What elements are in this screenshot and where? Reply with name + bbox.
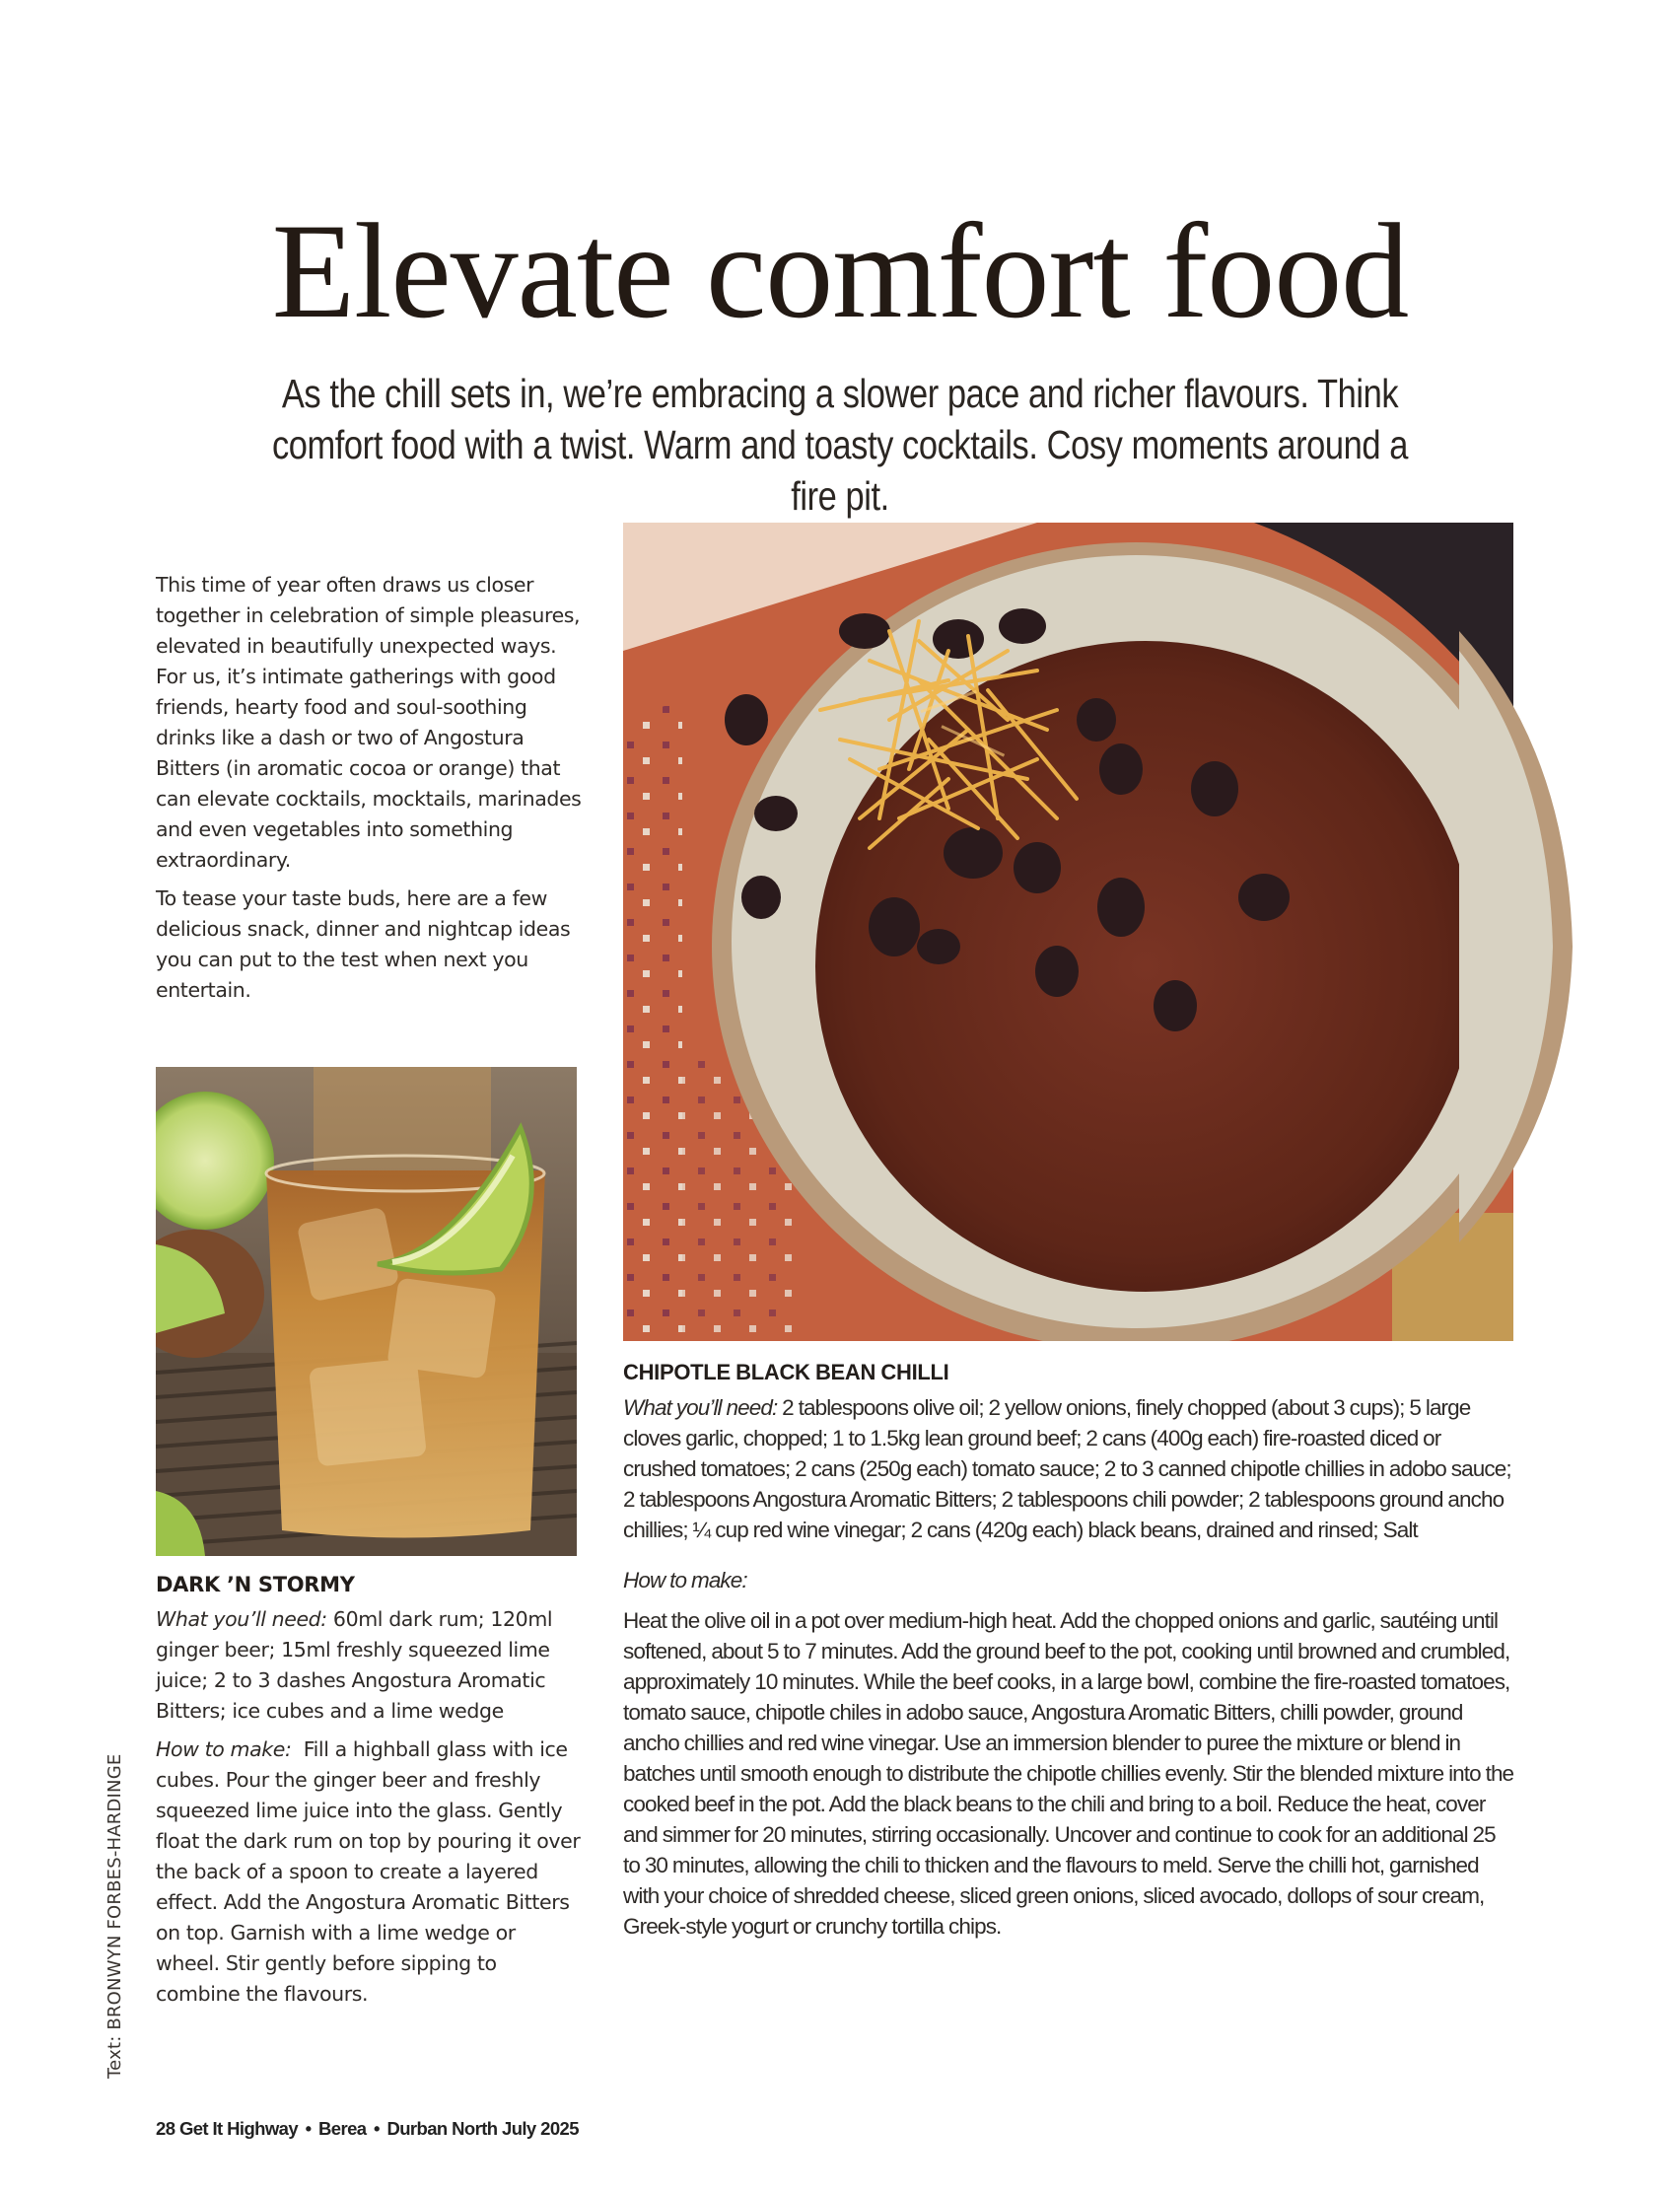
method-label: How to make:	[623, 1568, 747, 1592]
author-byline: Text: BRONWYN FORBES-HARDINGE	[105, 1753, 125, 2079]
method-label-line	[623, 1565, 1515, 1595]
area-1: Berea	[318, 2118, 367, 2139]
page-footer	[156, 2118, 579, 2140]
chilli-photo	[623, 523, 1513, 1341]
intro-text	[156, 570, 582, 1014]
intro-paragraph-1: This time of year often draws us closer together in celebration of simple pleasures, elevated in beautifully unexpected ways. For us, it’s intimate gatherings with good friends, hearty food and soul-soothing drinks like a dash or two of Angostura Bitters (in aromatic cocoa or orange) that can elevate cocktails, mocktails, marinades and even vegetables into something extraordinary.	[156, 573, 582, 872]
intro-paragraph-2: To tease your taste buds, here are a few delicious snack, dinner and nightcap ideas you can put to the test when next you entertain.	[156, 886, 571, 1002]
cocktail-illustration	[156, 1067, 577, 1556]
article-title: Elevate comfort food	[271, 195, 1409, 346]
separator: •	[374, 2118, 380, 2139]
recipe-title: CHIPOTLE BLACK BEAN CHILLI	[623, 1360, 949, 1384]
publication-name: Get It Highway	[178, 2118, 299, 2139]
method	[156, 1734, 587, 2010]
recipe-title: DARK ’N STORMY	[156, 1573, 355, 1596]
method-text: Heat the olive oil in a pot over medium-high heat. Add the chopped onions and garlic, sautéing until softened, about 5 to 7 minutes. Add the ground beef to the pot, cooking until browned and crumbled, approximately 10 minutes. While the beef cooks, in a large bowl, combine the fire-roasted tomatoes, tomato sauce, chipotle chiles in adobo sauce, Angostura Aromatic Bitters, chilli powder, ground ancho chillies and red wine vinegar. Use an immersion blender to puree the mixture or blend in batches until smooth enough to distribute the chipotle chillies evenly. Stir the blended mixture into the cooked beef in the pot. Add the black beans to the chili and bring to a boil. Reduce the heat, cover and simmer for 20 minutes, stirring occasionally. Uncover and continue to cook for an additional 25 to 30 minutes, allowing the chili to thicken and the flavours to meld. Serve the chilli hot, garnished with your choice of shredded cheese, sliced green onions, sliced avocado, dollops of sour cream, Greek-style yogurt or crunchy tortilla chips.	[623, 1608, 1514, 1939]
recipe-dark-n-stormy	[156, 1571, 587, 2017]
ingredients-text: 2 tablespoons olive oil; 2 yellow onions, finely chopped (about 3 cups); 5 large cloves garlic, chopped; 1 to 1.5kg lean ground beef; 2 cans (400g each) fire-roasted diced or crushed tomatoes; 2 cans (250g each) tomato sauce; 2 to 3 canned chipotle chillies in adobo sauce; 2 tablespoons Angostura Aromatic Bitters; 2 tablespoons chili powder; 2 tablespoons ground ancho chillies; ¼ cup red wine vinegar; 2 cans (420g each) black beans, drained and rinsed; Salt	[623, 1395, 1511, 1542]
chilli-illustration	[623, 523, 1513, 1341]
method-label: How to make:	[156, 1737, 292, 1761]
method-text: Fill a highball glass with ice cubes. Pour the ginger beer and freshly squeezed lime juice into the glass. Gently float the dark rum on top by pouring it over the back of a spoon to create a layered effect. Add the Angostura Aromatic Bitters on top. Garnish with a lime wedge or wheel. Stir gently before sipping to combine the flavours.	[156, 1737, 587, 2006]
issue-date: July 2025	[502, 2118, 579, 2139]
article-subtitle: As the chill sets in, we’re embracing a slower pace and richer flavours. Think comfort food with a twist. Warm and toasty cocktails. Cosy moments around a fire pit.	[271, 371, 1409, 519]
ingredients-label: What you’ll need:	[156, 1607, 327, 1631]
ingredients-text: 60ml dark rum; 120ml ginger beer; 15ml freshly squeezed lime juice; 2 to 3 dashes Angostura Aromatic Bitters; ice cubes and a lime wedge	[156, 1607, 553, 1723]
page-number: 28	[156, 2118, 175, 2139]
separator: •	[305, 2118, 312, 2139]
ingredients	[156, 1604, 582, 1727]
recipe-chipotle-chilli	[623, 1359, 1515, 1953]
area-2: Durban North	[386, 2118, 498, 2139]
ingredients-label: What you’ll need:	[623, 1395, 778, 1420]
ingredients	[623, 1392, 1515, 1545]
cocktail-photo	[156, 1067, 577, 1556]
